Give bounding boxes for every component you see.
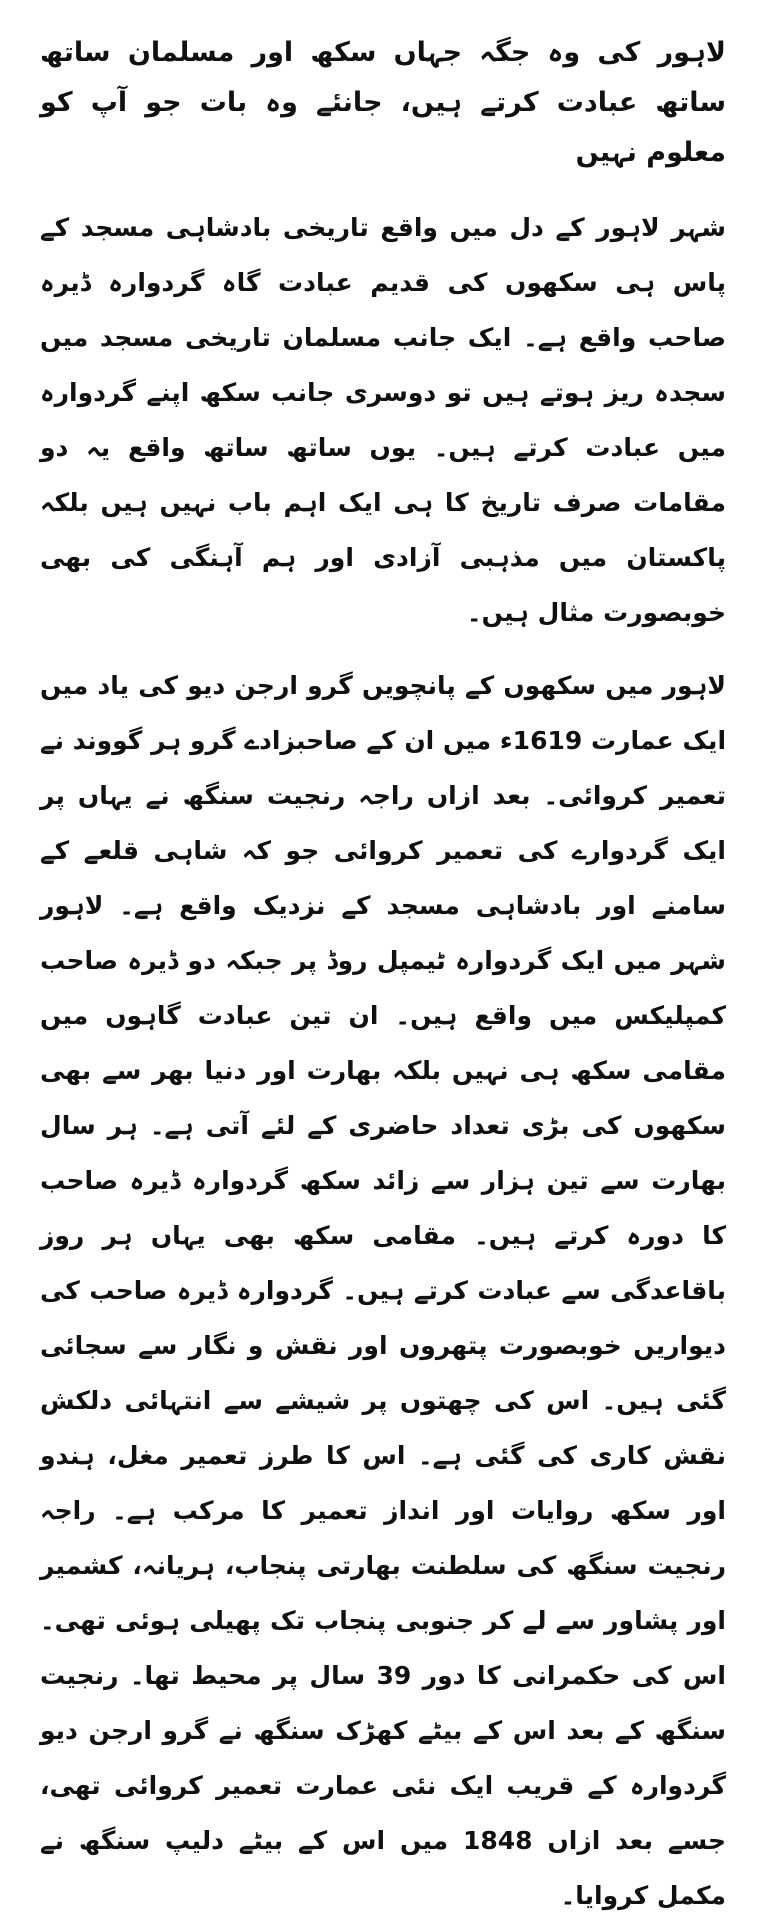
article-title: لاہور کی وہ جگہ جہاں سکھ اور مسلمان ساتھ ساتھ عبادت کرتے ہیں، جانئے وہ بات جو آپ کو معلوم نہیں [40, 37, 726, 168]
article-paragraph: لاہور میں سکھوں کے پانچویں گرو ارجن دیو کی یاد میں ایک عمارت 1619ء میں ان کے صاحبزادے گرو ہر گووند نے تعمیر کروائی۔ بعد ازاں راجہ رنجیت سنگھ نے یہاں پر ایک گردوارے کی تعمیر کروائی جو کہ شاہی قلعے کے سامنے اور بادشاہی مسجد کے نزدیک واقع ہے۔ لاہور شہر میں ایک گردوارہ ٹیمپل روڈ پر جبکہ دو ڈیرہ صاحب کمپلیکس میں واقع ہیں۔ ان تین عبادت گاہوں میں مقامی سکھ ہی نہیں بلکہ بھارت اور دنیا بھر سے بھی سکھوں کی بڑی تعداد حاضری کے لئے آتی ہے۔ ہر سال بھارت سے تین ہزار سے زائد سکھ گردوارہ ڈیرہ صاحب کا دورہ کرتے ہیں۔ مقامی سکھ بھی یہاں ہر روز باقاعدگی سے عبادت کرتے ہیں۔ گردوارہ ڈیرہ صاحب کی دیواریں خوبصورت پتھروں اور نقش و نگار سے سجائی گئی ہیں۔ اس کی چھتوں پر شیشے سے انتہائی دلکش نقش کاری کی گئی ہے۔ اس کا طرز تعمیر مغل، ہندو اور سکھ روایات اور انداز تعمیر کا مرکب ہے۔ راجہ رنجیت سنگھ کی سلطنت بھارتی پنجاب، ہریانہ، کشمیر اور پشاور سے لے کر جنوبی پنجاب تک پھیلی ہوئی تھی۔ اس کی حکمرانی کا دور 39 سال پر محیط تھا۔ رنجیت سنگھ کے بعد اس کے بیٹے کھڑک سنگھ نے گرو ارجن دیو گردوارہ کے قریب ایک نئی عمارت تعمیر کروائی تھی، جسے بعد ازاں 1848 میں اس کے بیٹے دلیپ سنگھ نے مکمل کروایا۔ [40, 671, 727, 1910]
article-paragraph: شہر لاہور کے دل میں واقع تاریخی بادشاہی مسجد کے پاس ہی سکھوں کی قدیم عبادت گاہ گردوارہ ڈیرہ صاحب واقع ہے۔ ایک جانب مسلمان تاریخی مسجد میں سجدہ ریز ہوتے ہیں تو دوسری جانب سکھ اپنے گردوارہ میں عبادت کرتے ہیں۔ یوں ساتھ ساتھ واقع یہ دو مقامات صرف تاریخ کا ہی ایک اہم باب نہیں ہیں بلکہ پاکستان میں مذہبی آزادی اور ہم آہنگی کی بھی خوبصورت مثال ہیں۔ [40, 213, 726, 627]
